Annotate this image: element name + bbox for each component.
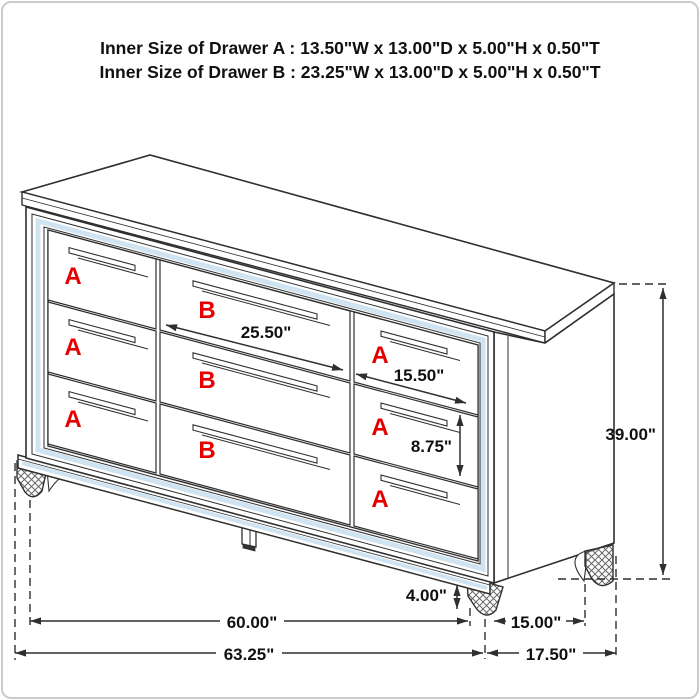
- title-line-2: Inner Size of Drawer B : 23.25"W x 13.00"D x 5.00"H x 0.50"T: [99, 62, 601, 82]
- dim-text: 25.50": [240, 323, 292, 342]
- drawer-label: A: [371, 414, 389, 441]
- drawer-label: A: [64, 334, 82, 361]
- title-line-1: Inner Size of Drawer A : 13.50"W x 13.00"D x 5.00"H x 0.50"T: [100, 38, 600, 58]
- dim-text: 8.75": [410, 437, 452, 456]
- drawer-label: A: [64, 406, 82, 433]
- drawer-label: A: [371, 342, 389, 369]
- dim-side-leg-span: [494, 613, 584, 632]
- drawer-label: A: [371, 486, 389, 513]
- drawer-label: B: [198, 367, 216, 394]
- dim-overall-depth: [487, 645, 616, 664]
- dim-leg-height: [406, 585, 457, 609]
- dim-text: 15.00": [510, 613, 562, 632]
- dim-text: 17.50": [525, 645, 577, 664]
- drawer-label: B: [198, 437, 216, 464]
- dim-text: 15.50": [393, 366, 445, 385]
- dim-text: 4.00": [405, 586, 447, 605]
- drawer-label: B: [198, 297, 216, 324]
- dim-text: 60.00": [226, 613, 278, 632]
- drawer-label: A: [64, 263, 82, 290]
- dim-text: 39.00": [605, 425, 656, 444]
- title-block: [99, 38, 600, 82]
- dim-text: 63.25": [223, 645, 275, 664]
- dim-overall-width: [15, 645, 483, 664]
- dim-front-leg-span: [30, 613, 468, 632]
- side-panel: [494, 294, 614, 583]
- side-panel-face: [494, 294, 614, 583]
